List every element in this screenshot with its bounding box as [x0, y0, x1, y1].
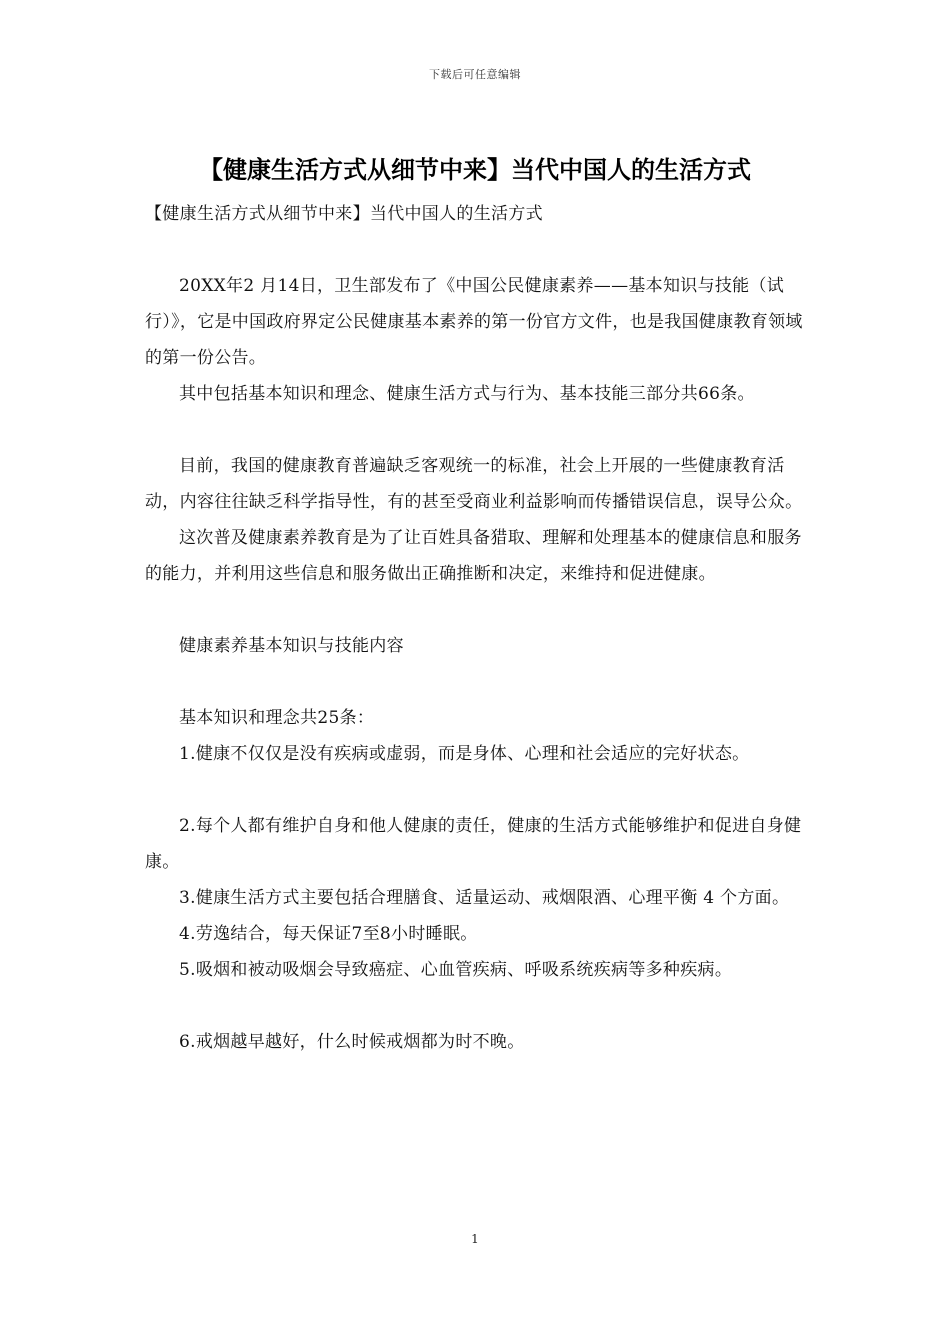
list-item: 4.劳逸结合，每天保证7至8小时睡眠。 [179, 924, 478, 944]
subtitle: 【健康生活方式从细节中来】当代中国人的生活方式 [145, 204, 543, 224]
paragraph-current-state: 目前，我国的健康教育普遍缺乏客观统一的标准，社会上开展的一些健康教育活动，内容往往缺乏科学指导性，有的甚至受商业利益影响而传播错误信息，误导公众。 [145, 456, 803, 512]
header-note: 下载后可任意编辑 [429, 68, 521, 81]
paragraph-intro: 20XX年2 月14日，卫生部发布了《中国公民健康素养——基本知识与技能（试行）》，它是中国政府界定公民健康基本素养的第一份官方文件，也是我国健康教育领域的第一份公告。 [145, 276, 803, 368]
page-title: 【健康生活方式从细节中来】当代中国人的生活方式 [199, 156, 751, 184]
list-item: 2.每个人都有维护自身和他人健康的责任，健康的生活方式能够维护和促进自身健康。 [145, 816, 802, 872]
list-item: 5.吸烟和被动吸烟会导致癌症、心血管疾病、呼吸系统疾病等多种疾病。 [179, 960, 733, 980]
sub-heading: 基本知识和理念共25条： [179, 708, 375, 728]
list-item: 3.健康生活方式主要包括合理膳食、适量运动、戒烟限酒、心理平衡 4 个方面。 [179, 888, 790, 908]
list-item: 6.戒烟越早越好，什么时候戒烟都为时不晚。 [179, 1032, 525, 1052]
document-body [145, 196, 817, 1060]
page-number: 1 [471, 1232, 479, 1246]
blank-line [145, 664, 817, 700]
blank-line [145, 772, 817, 808]
blank-line [145, 412, 817, 448]
section-heading: 健康素养基本知识与技能内容 [179, 636, 404, 656]
blank-line [145, 232, 817, 268]
paragraph-purpose: 这次普及健康素养教育是为了让百姓具备猎取、理解和处理基本的健康信息和服务的能力，并利用这些信息和服务做出正确推断和决定，来维持和促进健康。 [145, 528, 802, 584]
paragraph-contents: 其中包括基本知识和理念、健康生活方式与行为、基本技能三部分共66条。 [179, 384, 755, 404]
blank-line [145, 988, 817, 1024]
list-item: 1.健康不仅仅是没有疾病或虚弱，而是身体、心理和社会适应的完好状态。 [179, 744, 750, 764]
blank-line [145, 592, 817, 628]
